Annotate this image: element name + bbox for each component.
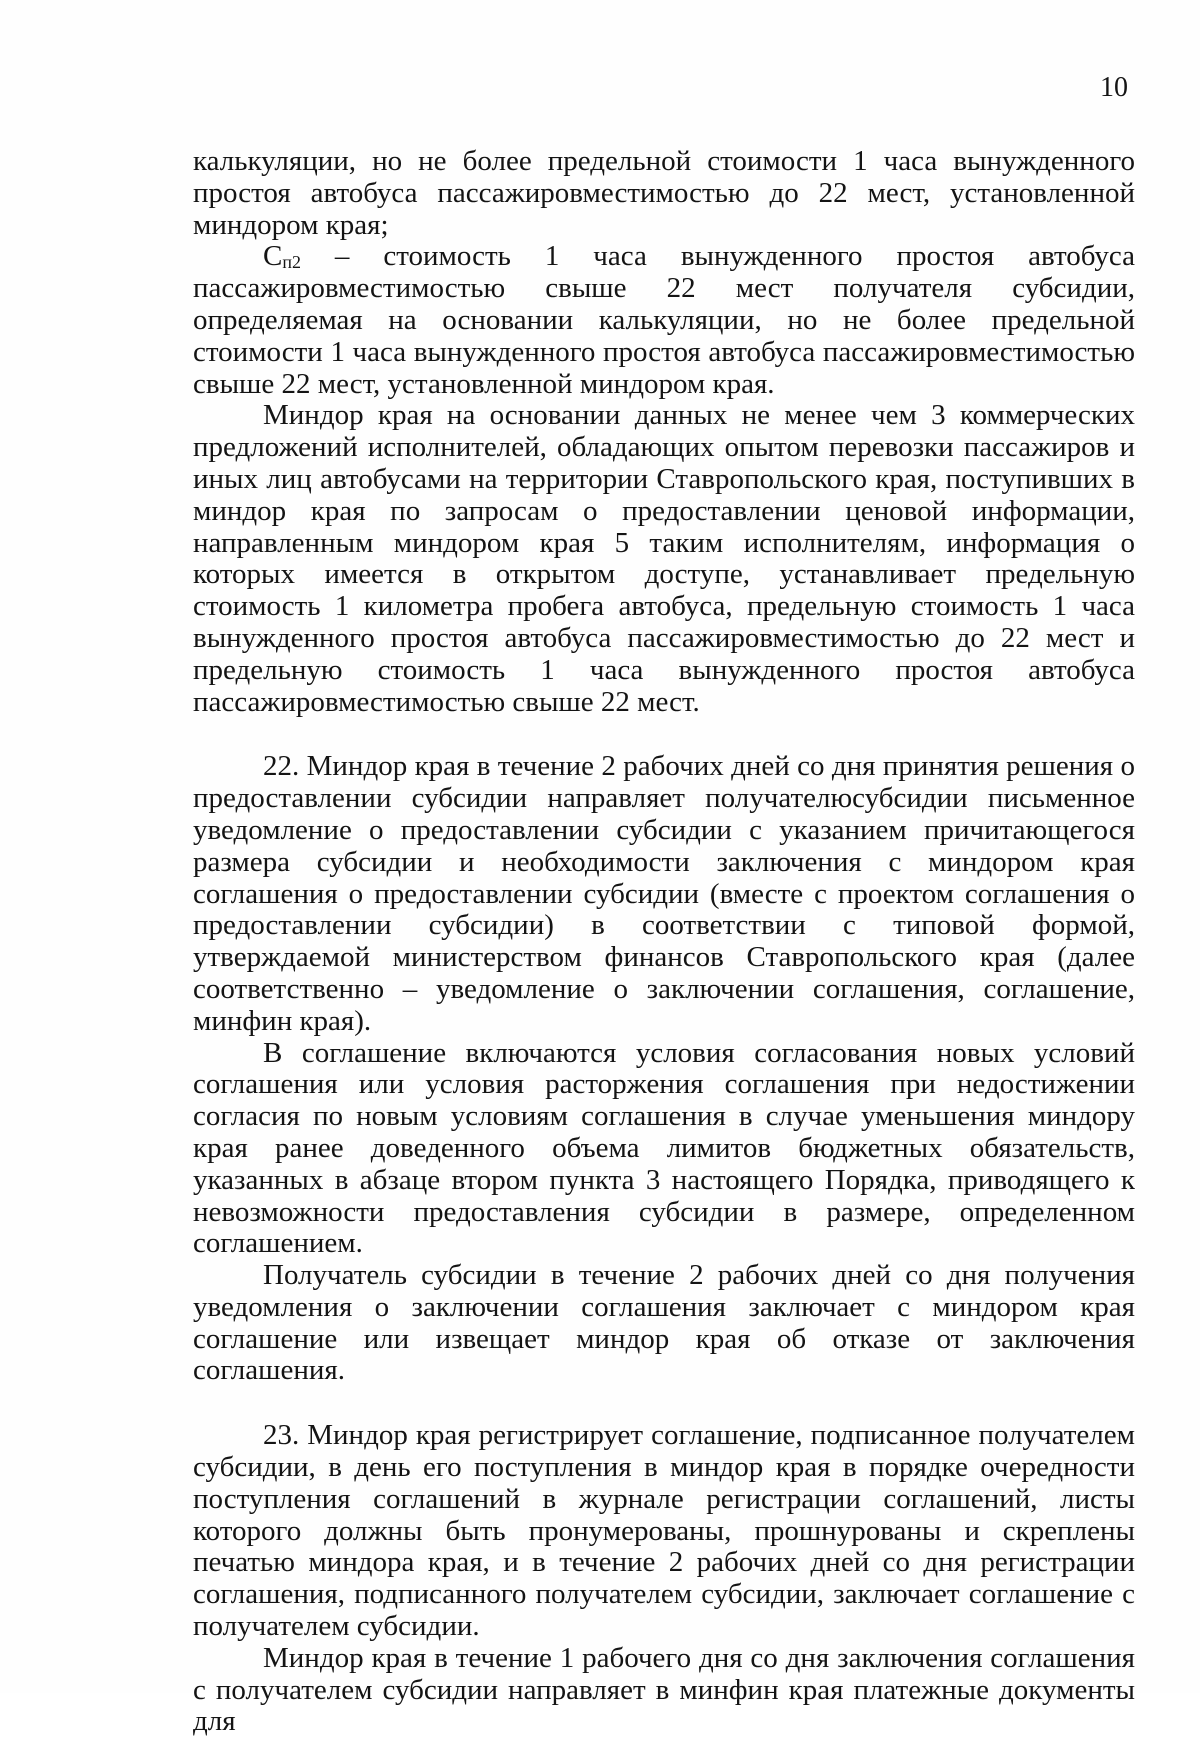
item-22-paragraph: 22. Миндор края в течение 2 рабочих дней со дня принятия решения о предоставлении субсидии направляет получателюсубсидии письменное уведомление о предоставлении субсидии с указанием причитающегося размера субсидии и необходимости заключения с миндором края соглашения о предоставлении субсидии (вместе с проектом соглашения о предоставлении субсидии) в соответствии с типовой формой, утверждаемой министерством финансов Ставропольского края (далее соответственно – уведомление о заключении соглашения, соглашение, минфин края). [193, 750, 1135, 1037]
item-23-paragraph: 23. Миндор края регистрирует соглашение, подписанное получателем субсидии, в день его поступления в миндор края в порядке очередности поступления соглашений в журнале регистрации соглашений, листы которого должны быть пронумерованы, прошнурованы и скреплены печатью миндора края, и в течение 2 рабочих дней со дня регистрации соглашения, подписанного получателем субсидии, заключает соглашение с получателем субсидии. [193, 1419, 1135, 1643]
cp2-symbol: С [263, 240, 283, 273]
item-22-conditions-paragraph: В соглашение включаются условия согласования новых условий соглашения или условия расторжения соглашения при недостижении согласия по новым условиям соглашения в случае уменьшения миндору края ранее доведенного объема лимитов бюджетных обязательств, указанных в абзаце втором пункта 3 настоящего Порядка, приводящего к невозможности предоставления субсидии в размере, определенном соглашением. [193, 1036, 1135, 1260]
cp2-subscript: п2 [282, 252, 301, 273]
continuation-paragraph: калькуляции, но не более предельной стоимости 1 часа вынужденного простоя автобуса пассажировместимостью до 22 мест, установленной миндором края; [193, 145, 1135, 241]
item-23-payment-paragraph: Миндор края в течение 1 рабочего дня со дня заключения соглашения с получателем субсидии направляет в минфин края платежные документы для [193, 1641, 1135, 1738]
cp2-definition: – стоимость 1 часа вынужденного простоя автобуса пассажировместимостью свыше 22 мест получателя субсидии, определяемая на основании калькуляции, но не более предельной стоимости 1 часа вынужденного простоя автобуса пассажировместимостью свыше 22 мест, установленной миндором края. [193, 240, 1135, 400]
item-22-recipient-paragraph: Получатель субсидии в течение 2 рабочих дней со дня получения уведомления о заключении соглашения заключает с миндором края соглашение или извещает миндор края об отказе от заключения соглашения. [193, 1259, 1135, 1387]
cp2-definition-paragraph [193, 241, 1135, 400]
document-body [193, 146, 1135, 1738]
limits-paragraph: Миндор края на основании данных не менее чем 3 коммерческих предложений исполнителей, обладающих опытом перевозки пассажиров и иных лиц автобусами на территории Ставропольского края, поступивших в миндор края по запросам о предоставлении ценовой информации, направленным миндором края 5 таким исполнителям, информация о которых имеется в открытом доступе, устанавливает предельную стоимость 1 километра пробега автобуса, предельную стоимость 1 часа вынужденного простоя автобуса пассажировместимостью до 22 мест и предельную стоимость 1 часа вынужденного простоя автобуса пассажировместимостью свыше 22 мест. [193, 399, 1135, 718]
page-number: 10 [1100, 72, 1128, 103]
